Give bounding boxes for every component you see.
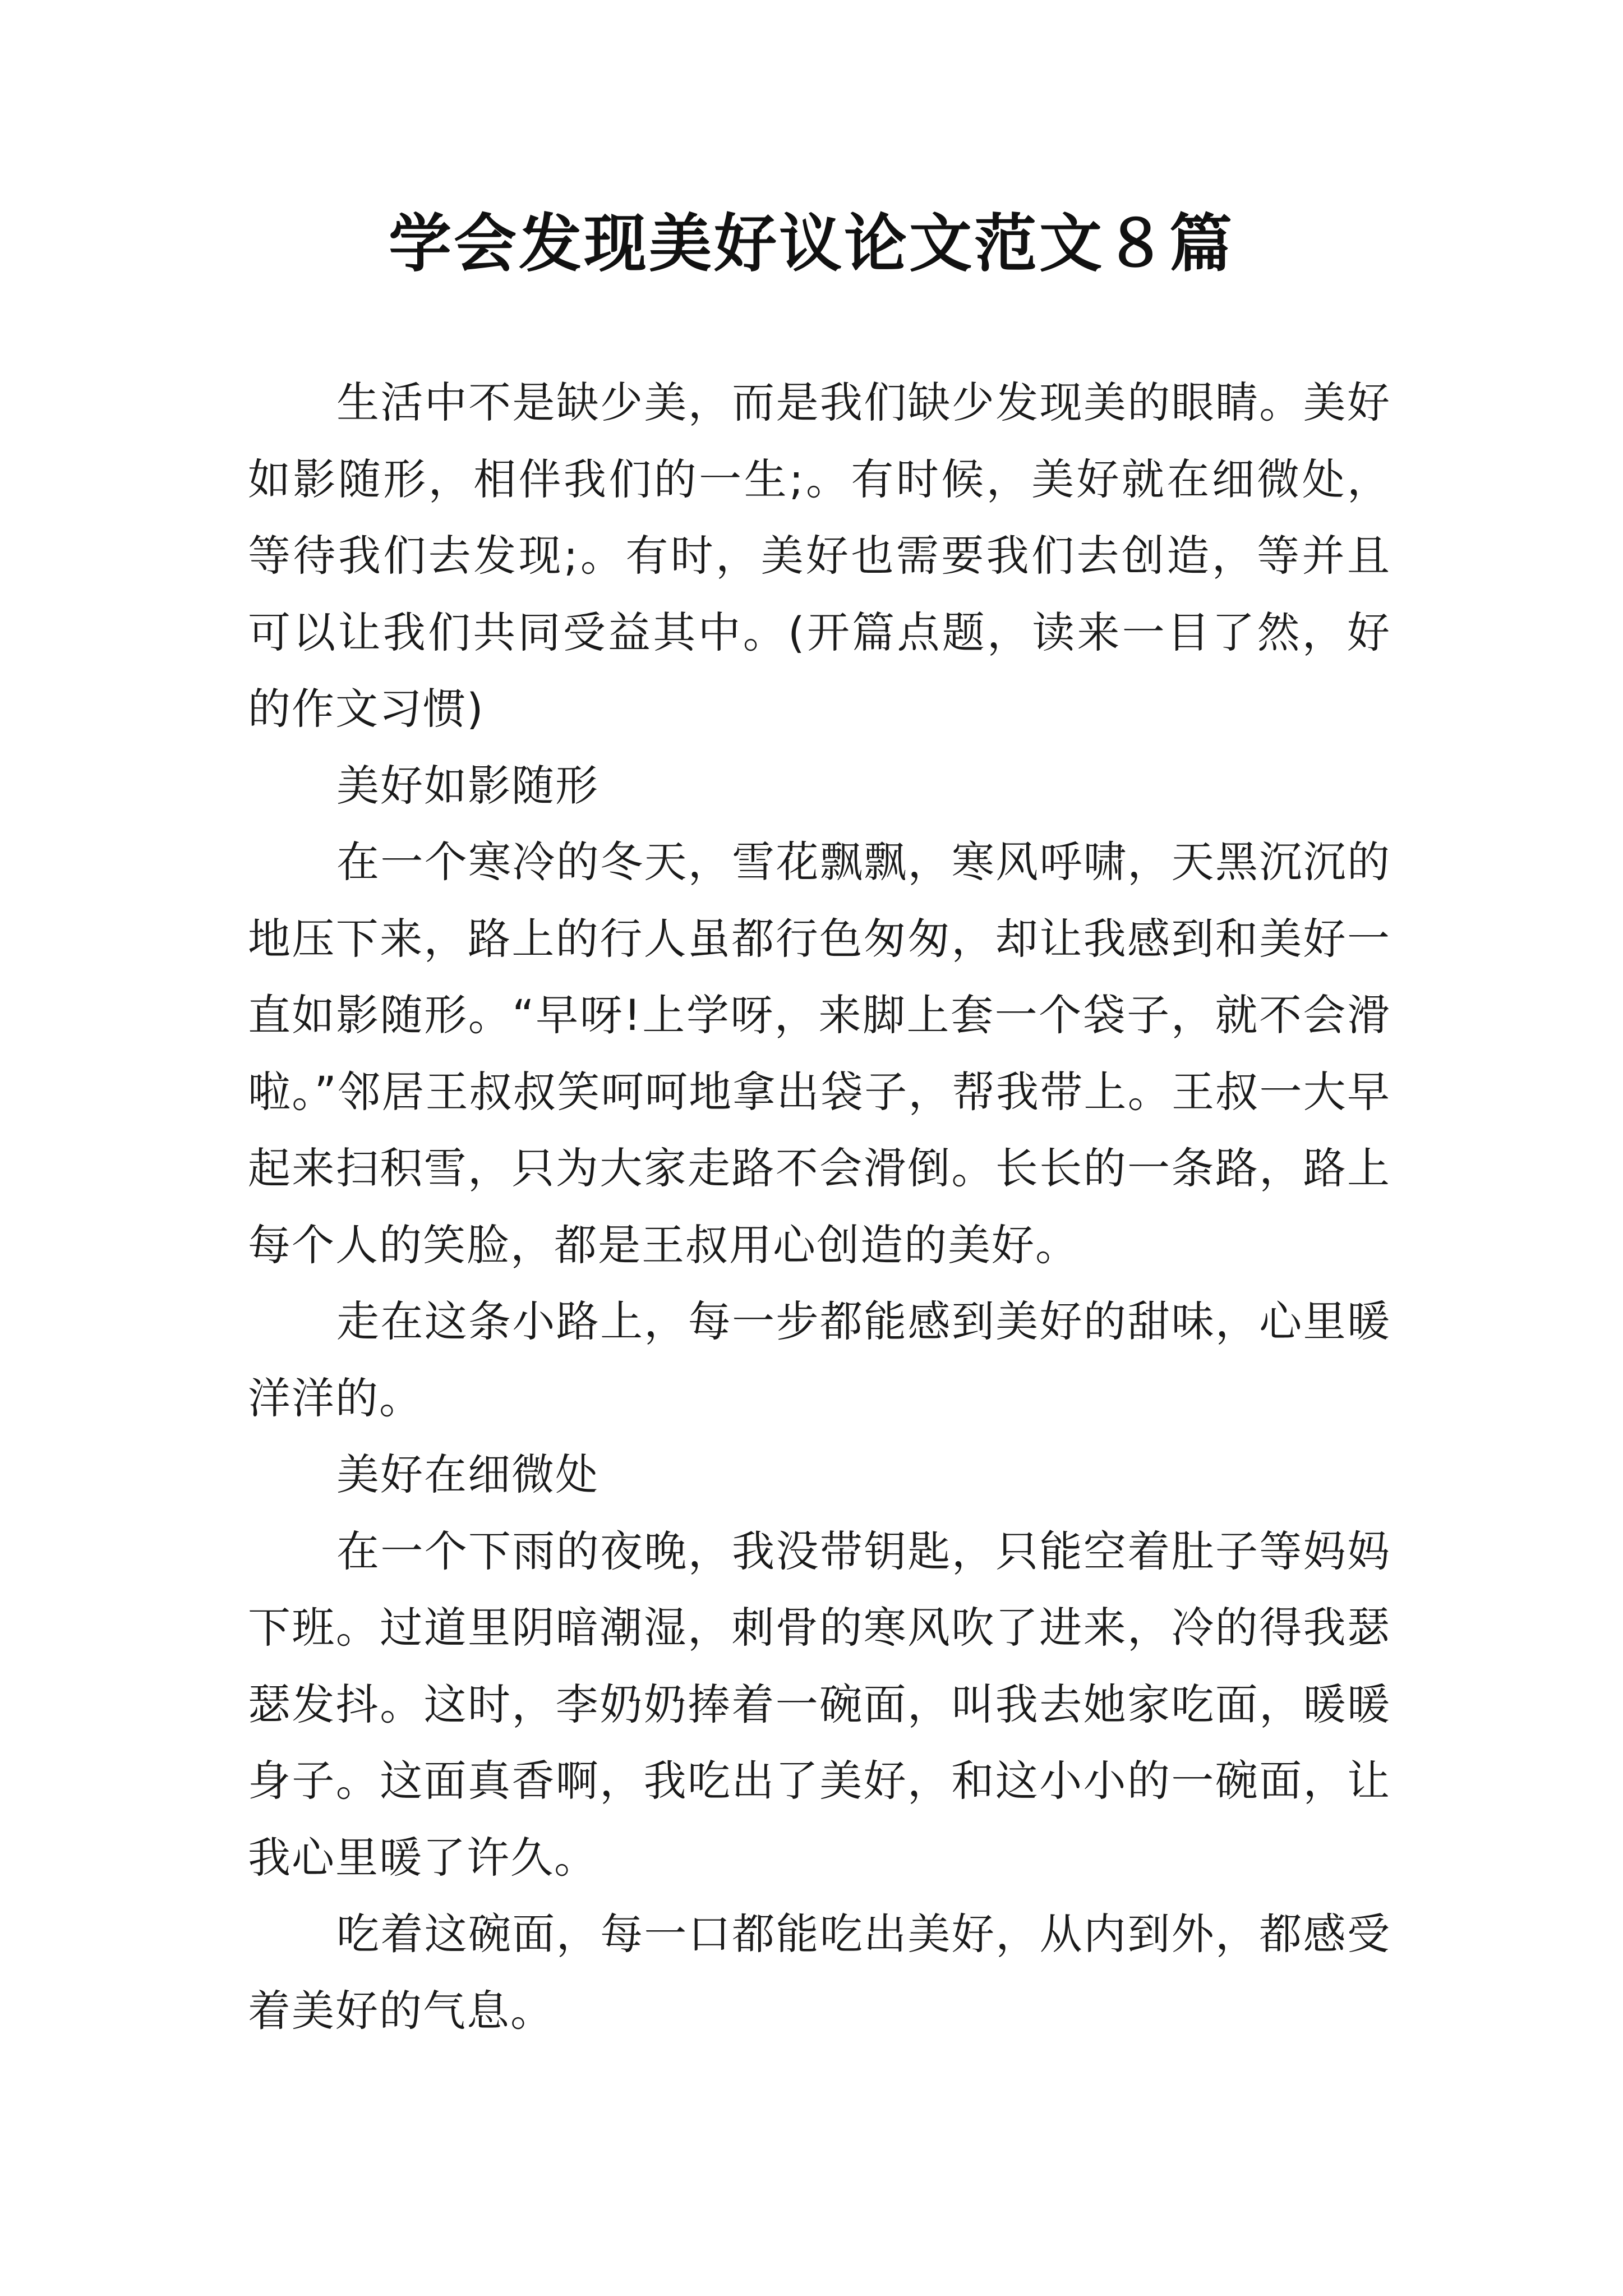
intro-paragraph: 生活中不是缺少美，而是我们缺少发现美的眼睛。美好如影随形，相伴我们的一生;。有时候，美好就在细微处，等待我们去发现;。有时，美好也需要我们去创造，等并且可以让我们共同受益其中。(开篇点题，读来一目了然，好的作文习惯) — [248, 378, 1391, 734]
body-paragraph: 走在这条小路上，每一步都能感到美好的甜味，心里暖洋洋的。 — [248, 1296, 1391, 1423]
document-title: 学会发现美好议论文范文８篇 — [389, 207, 1234, 280]
section-heading-2: 美好在细微处 — [336, 1450, 599, 1499]
body-paragraph: 在一个寒冷的冬天，雪花飘飘，寒风呼啸，天黑沉沉的地压下来，路上的行人虽都行色匆匆，却让我感到和美好一直如影随形。“早呀!上学呀，来脚上套一个袋子，就不会滑啦。”邻居王叔叔笑呵呵地拿出袋子，帮我带上。王叔一大早起来扫积雪，只为大家走路不会滑倒。长长的一条路，路上每个人的笑脸，都是王叔用心创造的美好。 — [248, 837, 1391, 1270]
body-paragraph: 吃着这碗面，每一口都能吃出美好，从内到外，都感受着美好的气息。 — [248, 1909, 1391, 2036]
section-heading-1: 美好如影随形 — [336, 760, 599, 811]
body-paragraph: 在一个下雨的夜晚，我没带钥匙，只能空着肚子等妈妈下班。过道里阴暗潮湿，刺骨的寒风吹了进来，冷的得我瑟瑟发抖。这时，李奶奶捧着一碗面，叫我去她家吃面，暖暖身子。这面真香啊，我吃出了美好，和这小小的一碗面，让我心里暖了许久。 — [248, 1526, 1391, 1883]
document-body — [248, 365, 1391, 2049]
